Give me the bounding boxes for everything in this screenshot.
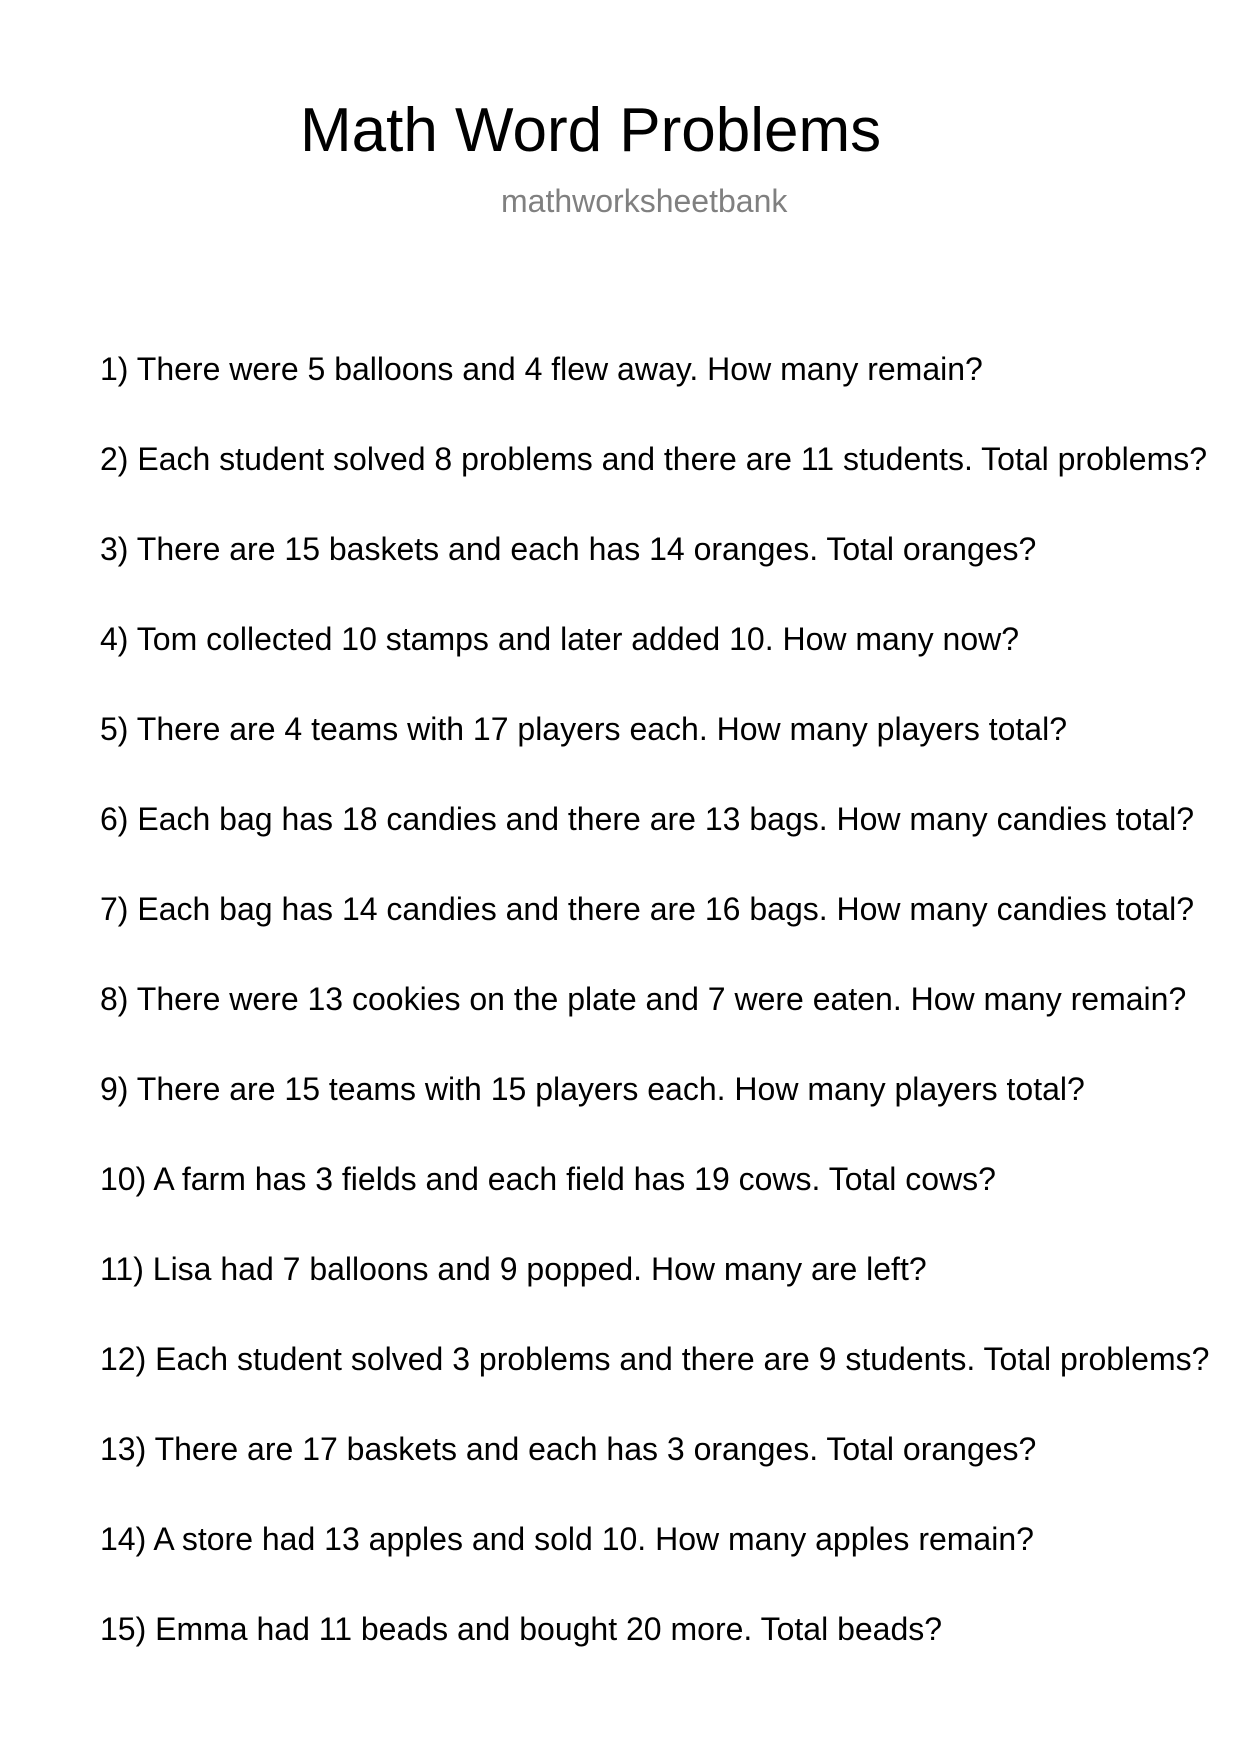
problem-item: 14) A store had 13 apples and sold 10. How many apples remain? (100, 1521, 1034, 1557)
problem-item: 10) A farm has 3 fields and each field has 19 cows. Total cows? (100, 1161, 996, 1197)
problem-item: 6) Each bag has 18 candies and there are 13 bags. How many candies total? (100, 801, 1195, 837)
problem-item: 3) There are 15 baskets and each has 14 oranges. Total oranges? (100, 531, 1037, 567)
problem-item: 9) There are 15 teams with 15 players each. How many players total? (100, 1071, 1085, 1107)
problem-item: 15) Emma had 11 beads and bought 20 more. Total beads? (100, 1611, 943, 1647)
problem-item: 4) Tom collected 10 stamps and later added 10. How many now? (100, 621, 1020, 657)
problem-item: 5) There are 4 teams with 17 players each. How many players total? (100, 711, 1067, 747)
page-subtitle: mathworksheetbank (501, 183, 788, 219)
problem-item: 1) There were 5 balloons and 4 flew away. How many remain? (100, 351, 983, 387)
problem-item: 7) Each bag has 14 candies and there are 16 bags. How many candies total? (100, 891, 1195, 927)
problem-item: 8) There were 13 cookies on the plate and 7 were eaten. How many remain? (100, 981, 1187, 1017)
problem-item: 11) Lisa had 7 balloons and 9 popped. How many are left? (100, 1251, 927, 1287)
problem-item: 2) Each student solved 8 problems and there are 11 students. Total problems? (100, 441, 1208, 477)
page-title: Math Word Problems (300, 96, 882, 165)
problem-item: 12) Each student solved 3 problems and there are 9 students. Total problems? (100, 1341, 1210, 1377)
problem-list (100, 350, 1240, 1700)
problem-item: 13) There are 17 baskets and each has 3 oranges. Total oranges? (100, 1431, 1037, 1467)
